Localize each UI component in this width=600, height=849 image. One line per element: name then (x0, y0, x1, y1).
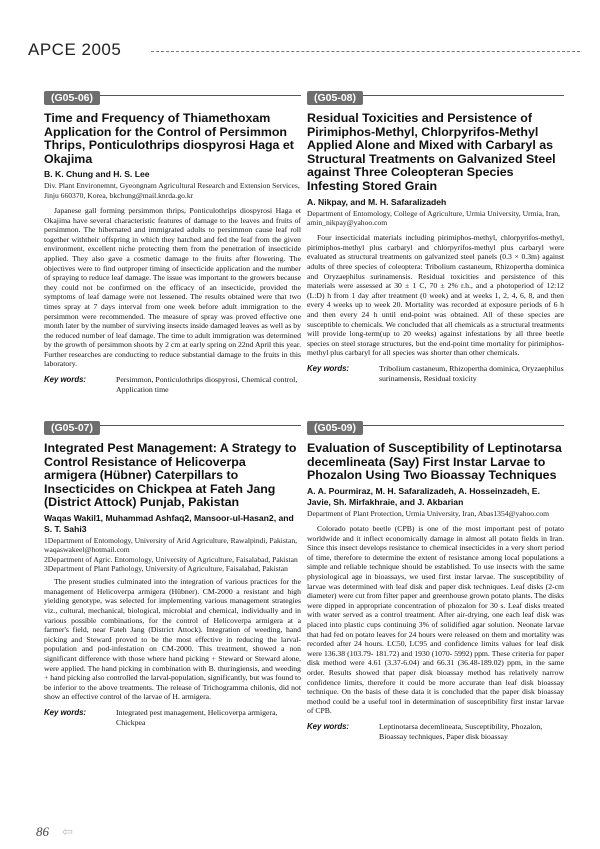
keywords-text: Leptinotarsa decemlineata, Susceptibility, Phozalon, Bioassay techniques, Paper disk bioassay (379, 721, 543, 741)
article-title: Residual Toxicities and Persistence of Pirimiphos-Methyl, Chlorpyrifos-Methyl Applied Alone and Mixed with Carbaryl as Structural Treatments on Galvanized Steel against Three Coleopteran Species Infesting Stored Grain (307, 111, 556, 193)
article-title: Evaluation of Susceptibility of Leptinotarsa decemlineata (Say) First Instar Larvae to Phozalon Using Two Bioassay Techniques (307, 441, 562, 483)
header-rule (151, 51, 580, 52)
article-affiliation-3: 3Department of Plant Pathology, University of Agriculture, Faisalabad, Pakistan (44, 563, 288, 573)
article-tag: (G05-09) (307, 421, 363, 435)
article-title: Time and Frequency of Thiamethoxam Application for the Control of Persimmon Thrips, Ponticulothrips diospyrosi Haga et Okajima (44, 111, 294, 166)
keywords-label: Key words: (44, 375, 87, 385)
article-affiliation-1: 1Department of Entomology, University of Arid Agriculture, Rawalpindi, Pakistan, waqaswakeel@hotmail.com (44, 535, 298, 555)
article-g05-06 (44, 88, 301, 395)
article-tag: (G05-07) (44, 421, 100, 435)
article-keywords (307, 722, 564, 742)
article-authors: A. A. Pourmiraz, M. H. Safaralizadeh, A. Hosseinzadeh, E. Javie, Sh. Mirfakhraie, and J. Akbarian (307, 485, 540, 507)
article-authors: B. K. Chung and H. S. Lee (44, 169, 150, 180)
keywords-label: Key words: (307, 721, 350, 731)
article-affiliation: Department of Entomology, College of Agriculture, Urmia University, Urmia, Iran, amin_nikpay@yahoo.com (307, 208, 560, 227)
article-abstract: Japanese gall forming persimmon thrips, Ponticulothrips diospyrosi Haga et Okajima have several characteristic features of damage to the leaves and fruits of persimmon. The hibernated and immigrated adults to persimmon cause leaf roll together withtheir offspring in which they hatched and fed the leaf from the given environment, excellent niche protecting them from the penetration of insecticide applied. They also gave a cosmetic damage to the fruits after flowering. The objectives were to find outproper timing of insecticide application and the number of spraying to reduce leaf damage. The issue was important to the growers because they could not be confirmed on the efficacy of an insecticide, provided the symptoms of leaf damage were not lessened. The results obtained were that two times spray at 7 days interval from one week before adult immigration to the persimmon were recommended. The measure of spray was proved effective one month later by the number of surviving insects inside damaged leaves as well as by the reduced number of leaf damage. The time to adult immigration was determined by the growth of persimmon shoots by 2 cm at early spring on 22nd April this year. Further researches are conducting to reduce substantial damage to the fruits in this laboratory. (44, 205, 301, 369)
keywords-text: Tribolium castaneum, Rhizopertha dominica, Oryzaephilus surinamensis, Residual toxicity (379, 363, 564, 383)
article-tag: (G05-08) (307, 91, 363, 105)
page-arrow-icon: ⇦ (62, 824, 73, 839)
article-authors: A. Nikpay, and M. H. Safaralizadeh (307, 196, 447, 207)
article-tag: (G05-06) (44, 91, 100, 105)
article-affiliation-2: 2Department of Agric. Entomology, University of Agriculture, Faisalabad, Pakistan (44, 554, 298, 564)
page-header (28, 40, 580, 62)
article-affiliation: Div. Plant Environemnt, Gyeongnam Agricultural Research and Extension Services, Jinju 660370, Korea, bkchung@mail.knrda.go.kr (44, 181, 300, 200)
article-g05-07 (44, 418, 301, 727)
conference-title: APCE 2005 (28, 40, 122, 59)
article-abstract: The present studies culminated into the integration of various practices for the management of Helicoverpa armigera (Hübner). CM-2000 a resistant and high yielding genotype, was selected for implementing various management strategies viz., cultural, mechanical, biological, microbial and chemical, individually and in various possible combinations, for the control of Helicoverpa armigera at a farmer's field, near Fateh Jang (District Attock). Integration of weeding, hand picking and Steward proved to be the most effective in reducing the larval-population and pod-infestation on CM-2000. This treatment, showed a non significant difference with those where hand picking + Steward or Steward alone, were applied. The hand picking in combination with B. thuringiensis, and weeding + hand picking also controlled the larval-population, significantly, but was found to be inferior to the above treatments. The release of Trichogramma chilonis, did not show an effective control of the larvae of H. armigera. (44, 577, 301, 702)
article-g05-09 (307, 418, 564, 742)
keywords-text: Integrated pest management, Helicoverpa armigera, Chickpea (116, 707, 278, 727)
article-authors: Waqas Wakil1, Muhammad Ashfaq2, Mansoor-ul-Hasan2, and S. T. Sahi3 (44, 512, 294, 534)
page-number: 86 (36, 824, 49, 839)
article-keywords (44, 375, 301, 395)
keywords-label: Key words: (44, 707, 87, 717)
article-keywords (307, 364, 564, 384)
article-title: Integrated Pest Management: A Strategy to Control Resistance of Helicoverpa armigera (Hübner) Caterpillars to Insecticides on Chickpea at Fateh Jang (District Attock) Punjab, Pakistan (44, 441, 297, 510)
keywords-text: Persimmon, Ponticulothrips diospyrosi, Chemical control, Application time (116, 375, 298, 394)
article-affiliation: Department of Plant Protection, Urmia University, Iran, Abas1354@yahoo.com (307, 508, 550, 518)
article-abstract: Four insecticidal materials including pirimiphos-methyl, chlorpyrifos-methyl, pirimiphos-methyl plus carbaryl and chlorpyrifos-methyl plus carbaryl were evaluated as structural treatments on galvanized steel panels (0.3 × 0.3m) against adults of three species of coleoptera: Tribolium castaneum, Rhizopertha dominica and Oryzaephilus surinamensis. Residual toxicities and persistence of this materials were assessed at 30 ± 1 C, 70 ± 2% r.h., and a photoperiod of 12:12 (L:D) h from 1 day after treatment (0 week) and at weeks 1, 2, 4, 6, 8, and then every 4 weeks up to week 20. Mortality was recorded at exposure periods of 6 h and then every 24 h until end-point was obtained. All of these species are susceptible to chemicals. We concluded that all chemicals as a structural treatments will provide long-term(up to 20 weeks) against infestations by all three beetle species on steel storage structures, but the end-point time mortality for pirimiphos-methyl plus carbaryl for all species was shorter than other chemicals. (307, 233, 564, 358)
article-keywords (44, 708, 301, 728)
article-abstract: Colorado potato beetle (CPB) is one of the most important pest of potato worldwide and it inflect economically damage in almost all potato fields in Iran. Since this insect develops resistance to chemical insecticides in a very short period of time, therefore to determine the extent of resistance among local populations a simple and reliable technique should be established. To use insects with the same physiological age in bioassays, we used first instar larvae. The susceptibility of larvae was determined with leaf disk and paper disk techniques. Leaf disks (2-cm diameter) were cut from filter paper and greenhouse grown potato plants. The disks were dipped in appropriate concentration of phozalon for 30 s. Leaf disks treated with water served as a control treatment. After air-drying, one each leaf disk was placed into plastic cups continuing 3% of solidified agar solution. Neonate larvae that had fed on potato leaves for 24 hours were released on them and mortality was recorded after 24 hours. LC50, LC95 and confidence limits values for leaf disk were 136.38 (103.79- 181.72) and 1930 (1070- 5992) ppm. These criteria for paper disk method were 4.61 (3.37-6.04) and 66.31 (36.48-189.02) ppm, in the same order. Results showed that paper disk bioassay method has relatively narrow confidence limits, therefore it could be more accurate than leaf disk bioassay technique. On the basis of these data it is concluded that the paper disk bioassay method could be a useful tool in determination of susceptibility first instar larvae of CPB. (307, 524, 564, 716)
article-g05-08 (307, 88, 564, 383)
keywords-label: Key words: (307, 363, 350, 373)
